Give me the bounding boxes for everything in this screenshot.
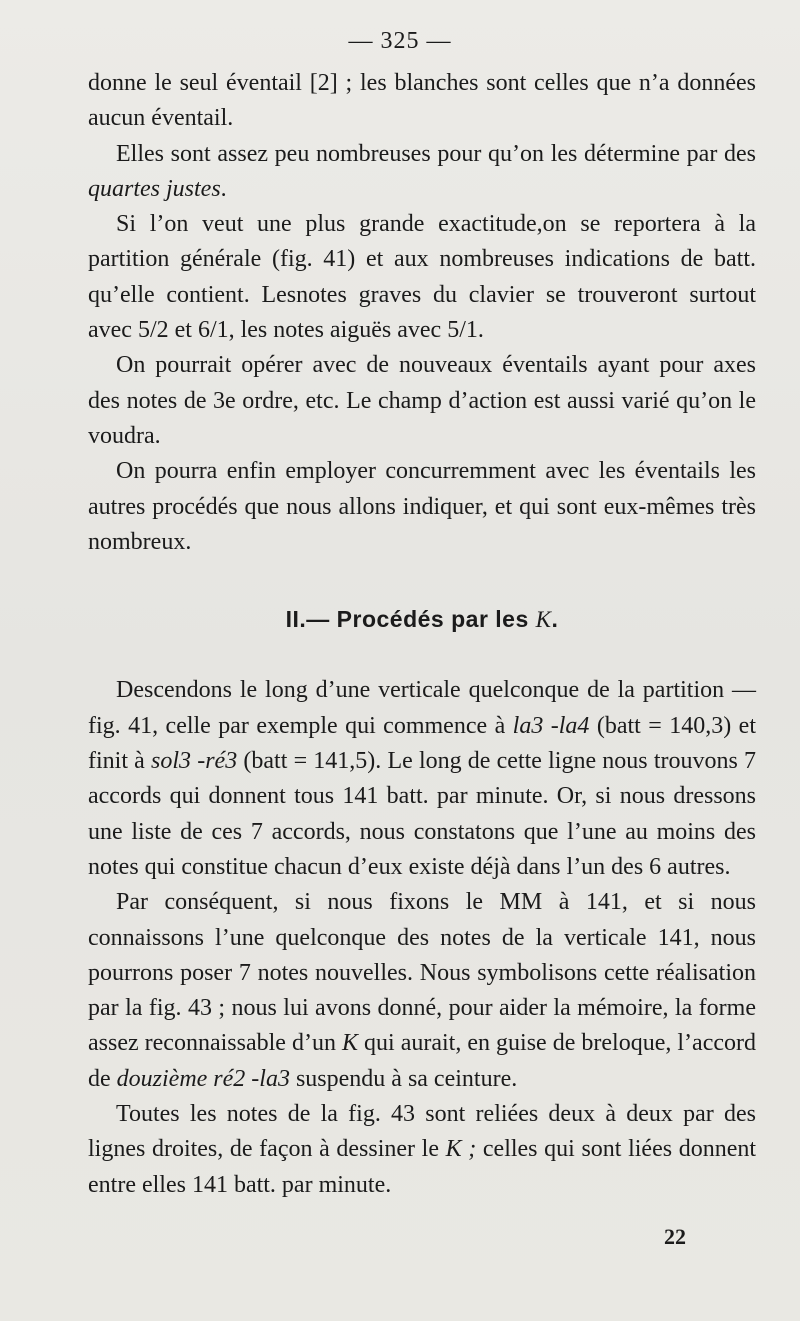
paragraph: Descendons le long d’une verticale quelconque de la partition — fig. 41, celle par exemple qui commence à la3 -la4 (batt = 140,3) et finit à sol3 -ré3 (batt = 141,5). Le long de cette ligne nous trouvons 7 accords qui donnent tous 141 batt. par minute. Or, si nous dressons une liste de ces 7 accords, nous constatons que l’une au moins des notes qui constitue chacun d’eux existe déjà dans l’un des 6 autres. xyxy=(88,677,757,880)
paragraph: On pourra enfin employer concurremment avec les éventails les autres procédés que nous allons indiquer, et qui sont eux-mêmes très nombreux. xyxy=(88,458,756,555)
paragraph: Toutes les notes de la fig. 43 sont reliées deux à deux par des lignes droites, de façon à dessiner le K ; celles qui sont liées donnent entre elles 141 batt. par minute. xyxy=(88,1101,757,1198)
body-text xyxy=(88,66,756,1203)
section-title: II.— Procédés par les K. xyxy=(285,606,559,633)
paragraph: donne le seul éventail [2] ; les blanches sont celles que n’a données aucun éventail. xyxy=(88,70,756,132)
paragraph: On pourrait opérer avec de nouveaux éventails ayant pour axes des notes de 3e ordre, etc. Le champ d’action est aussi varié qu’on le voudra. xyxy=(88,352,756,449)
paragraph: Par conséquent, si nous fixons le MM à 141, et si nous connaissons l’une quelconque des notes de la verticale 141, nous pourrons poser 7 notes nouvelles. Nous symbolisons cette réalisation par la fig. 43 ; nous lui avons donné, pour aider la mémoire, la forme assez reconnaissable d’un K qui aurait, en guise de breloque, l’accord de douzième ré2 -la3 suspendu à sa ceinture. xyxy=(88,889,756,1092)
page-number: — 325 — xyxy=(348,28,452,54)
paragraph: Si l’on veut une plus grande exactitude,on se reportera à la partition générale (fig. 41) et aux nombreuses indications de batt. qu’elle contient. Lesnotes graves du clavier se trouveront surtout avec 5/2 et 6/1, les notes aiguës avec 5/1. xyxy=(88,211,756,344)
signature-mark: 22 xyxy=(664,1224,686,1249)
paragraph: Elles sont assez peu nombreuses pour qu’on les détermine par des quartes justes. xyxy=(88,140,756,202)
